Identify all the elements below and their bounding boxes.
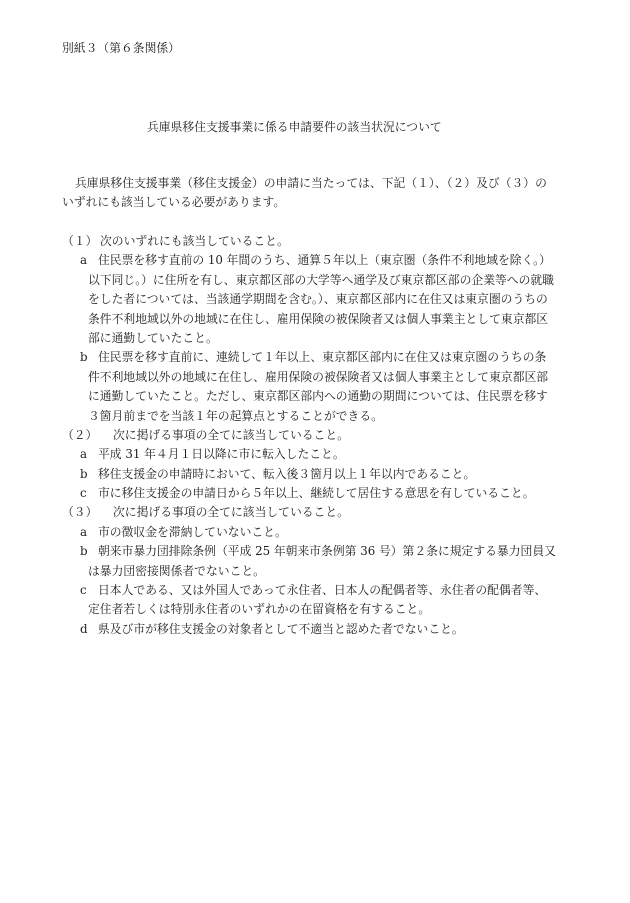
item-text: 以下同じ。）に住所を有し、東京都区部の大学等へ通学及び東京都区部の企業等への就職 — [88, 272, 554, 287]
intro-line — [0, 193, 630, 212]
item-text: 朝来市暴力団排除条例（平成 25 年朝来市条例第 36 号）第２条に規定する暴力団員又 — [98, 544, 556, 559]
list-item-continuation — [0, 290, 630, 309]
section-heading — [0, 426, 630, 445]
list-item — [0, 620, 630, 639]
item-marker: b — [80, 544, 88, 559]
list-item — [0, 348, 630, 367]
list-item-continuation — [0, 562, 630, 581]
list-item — [0, 465, 630, 484]
item-marker: c — [80, 486, 87, 501]
list-item-continuation — [0, 310, 630, 329]
list-item-continuation — [0, 387, 630, 406]
item-text: 条件不利地域以外の地域に在住し、雇用保険の被保険者又は個人事業主として東京都区 — [88, 311, 549, 326]
section-heading-text: 次のいずれにも該当していること。 — [100, 234, 289, 248]
list-item — [0, 581, 630, 600]
list-item — [0, 523, 630, 542]
list-item-continuation — [0, 407, 630, 426]
item-marker: c — [80, 583, 87, 598]
section-heading-text: 次に掲げる事項の全てに該当していること。 — [113, 505, 349, 520]
list-item — [0, 251, 630, 270]
item-text: 定住者若しくは特別永住者のいずれかの在留資格を有すること。 — [88, 602, 431, 617]
intro-line — [0, 174, 630, 193]
item-marker: b — [80, 350, 88, 365]
section-number: （３） — [62, 505, 98, 520]
item-marker: b — [80, 466, 88, 481]
intro-text: いずれにも該当している必要があります。 — [62, 195, 286, 210]
item-text: 市に移住支援金の申請日から５年以上、継続して居住する意思を有していること。 — [98, 486, 535, 501]
section-heading — [0, 232, 630, 251]
item-text: 平成 31 年４月１日以降に市に転入したこと。 — [98, 447, 345, 462]
section-heading-text: 次に掲げる事項の全てに該当していること。 — [113, 427, 349, 442]
list-item — [0, 542, 630, 561]
item-text: ３箇月前までを当該１年の起算点とすることができる。 — [88, 408, 383, 423]
attachment-label: 別紙３（第６条関係） — [62, 41, 180, 55]
item-text: 住民票を移す直前に、連続して１年以上、東京都区部内に在住又は東京圏のうちの条 — [98, 350, 547, 365]
item-marker: a — [80, 524, 88, 539]
document-title: 兵庫県移住支援事業に係る申請要件の該当状況について — [147, 120, 442, 134]
section-heading — [0, 503, 630, 522]
intro-text: 兵庫県移住支援事業（移住支援金）の申請に当たっては、下記（１）、（２）及び（３）の — [75, 176, 547, 190]
item-text: 部に通勤していたこと。 — [88, 330, 218, 345]
list-item — [0, 445, 630, 464]
item-marker: a — [80, 447, 88, 462]
item-text: をした者については、当該通学期間を含む。）、東京都区部内に在住又は東京圏のうちの — [88, 292, 548, 307]
list-item — [0, 484, 630, 503]
list-item-continuation — [0, 368, 630, 387]
item-text: に通勤していたこと。ただし、東京都区部内への通勤の期間については、住民票を移す — [88, 389, 548, 404]
list-item-continuation — [0, 329, 630, 348]
item-text: 日本人である、又は外国人であって永住者、日本人の配偶者等、永住者の配偶者等、 — [98, 583, 547, 598]
item-marker: d — [80, 621, 88, 636]
section-number: （２） — [62, 427, 98, 442]
requirements-list — [0, 232, 630, 639]
item-text: 県及び市が移住支援金の対象者として不適当と認めた者でないこと。 — [98, 621, 464, 636]
list-item-continuation — [0, 600, 630, 619]
section-number: （１） — [62, 234, 98, 248]
item-text: は暴力団密接関係者でないこと。 — [88, 563, 265, 578]
item-text: 市の徴収金を滞納していないこと。 — [98, 524, 287, 539]
item-text: 住民票を移す直前の 10 年間のうち、通算５年以上（東京圏（条件不利地域を除く。） — [98, 253, 551, 268]
item-marker: a — [80, 253, 88, 268]
item-text: 移住支援金の申請時において、転入後３箇月以上１年以内であること。 — [98, 466, 476, 481]
item-text: 件不利地域以外の地域に在住し、雇用保険の被保険者又は個人事業主として東京都区部 — [88, 369, 549, 384]
list-item-continuation — [0, 271, 630, 290]
intro-paragraph — [0, 174, 630, 213]
